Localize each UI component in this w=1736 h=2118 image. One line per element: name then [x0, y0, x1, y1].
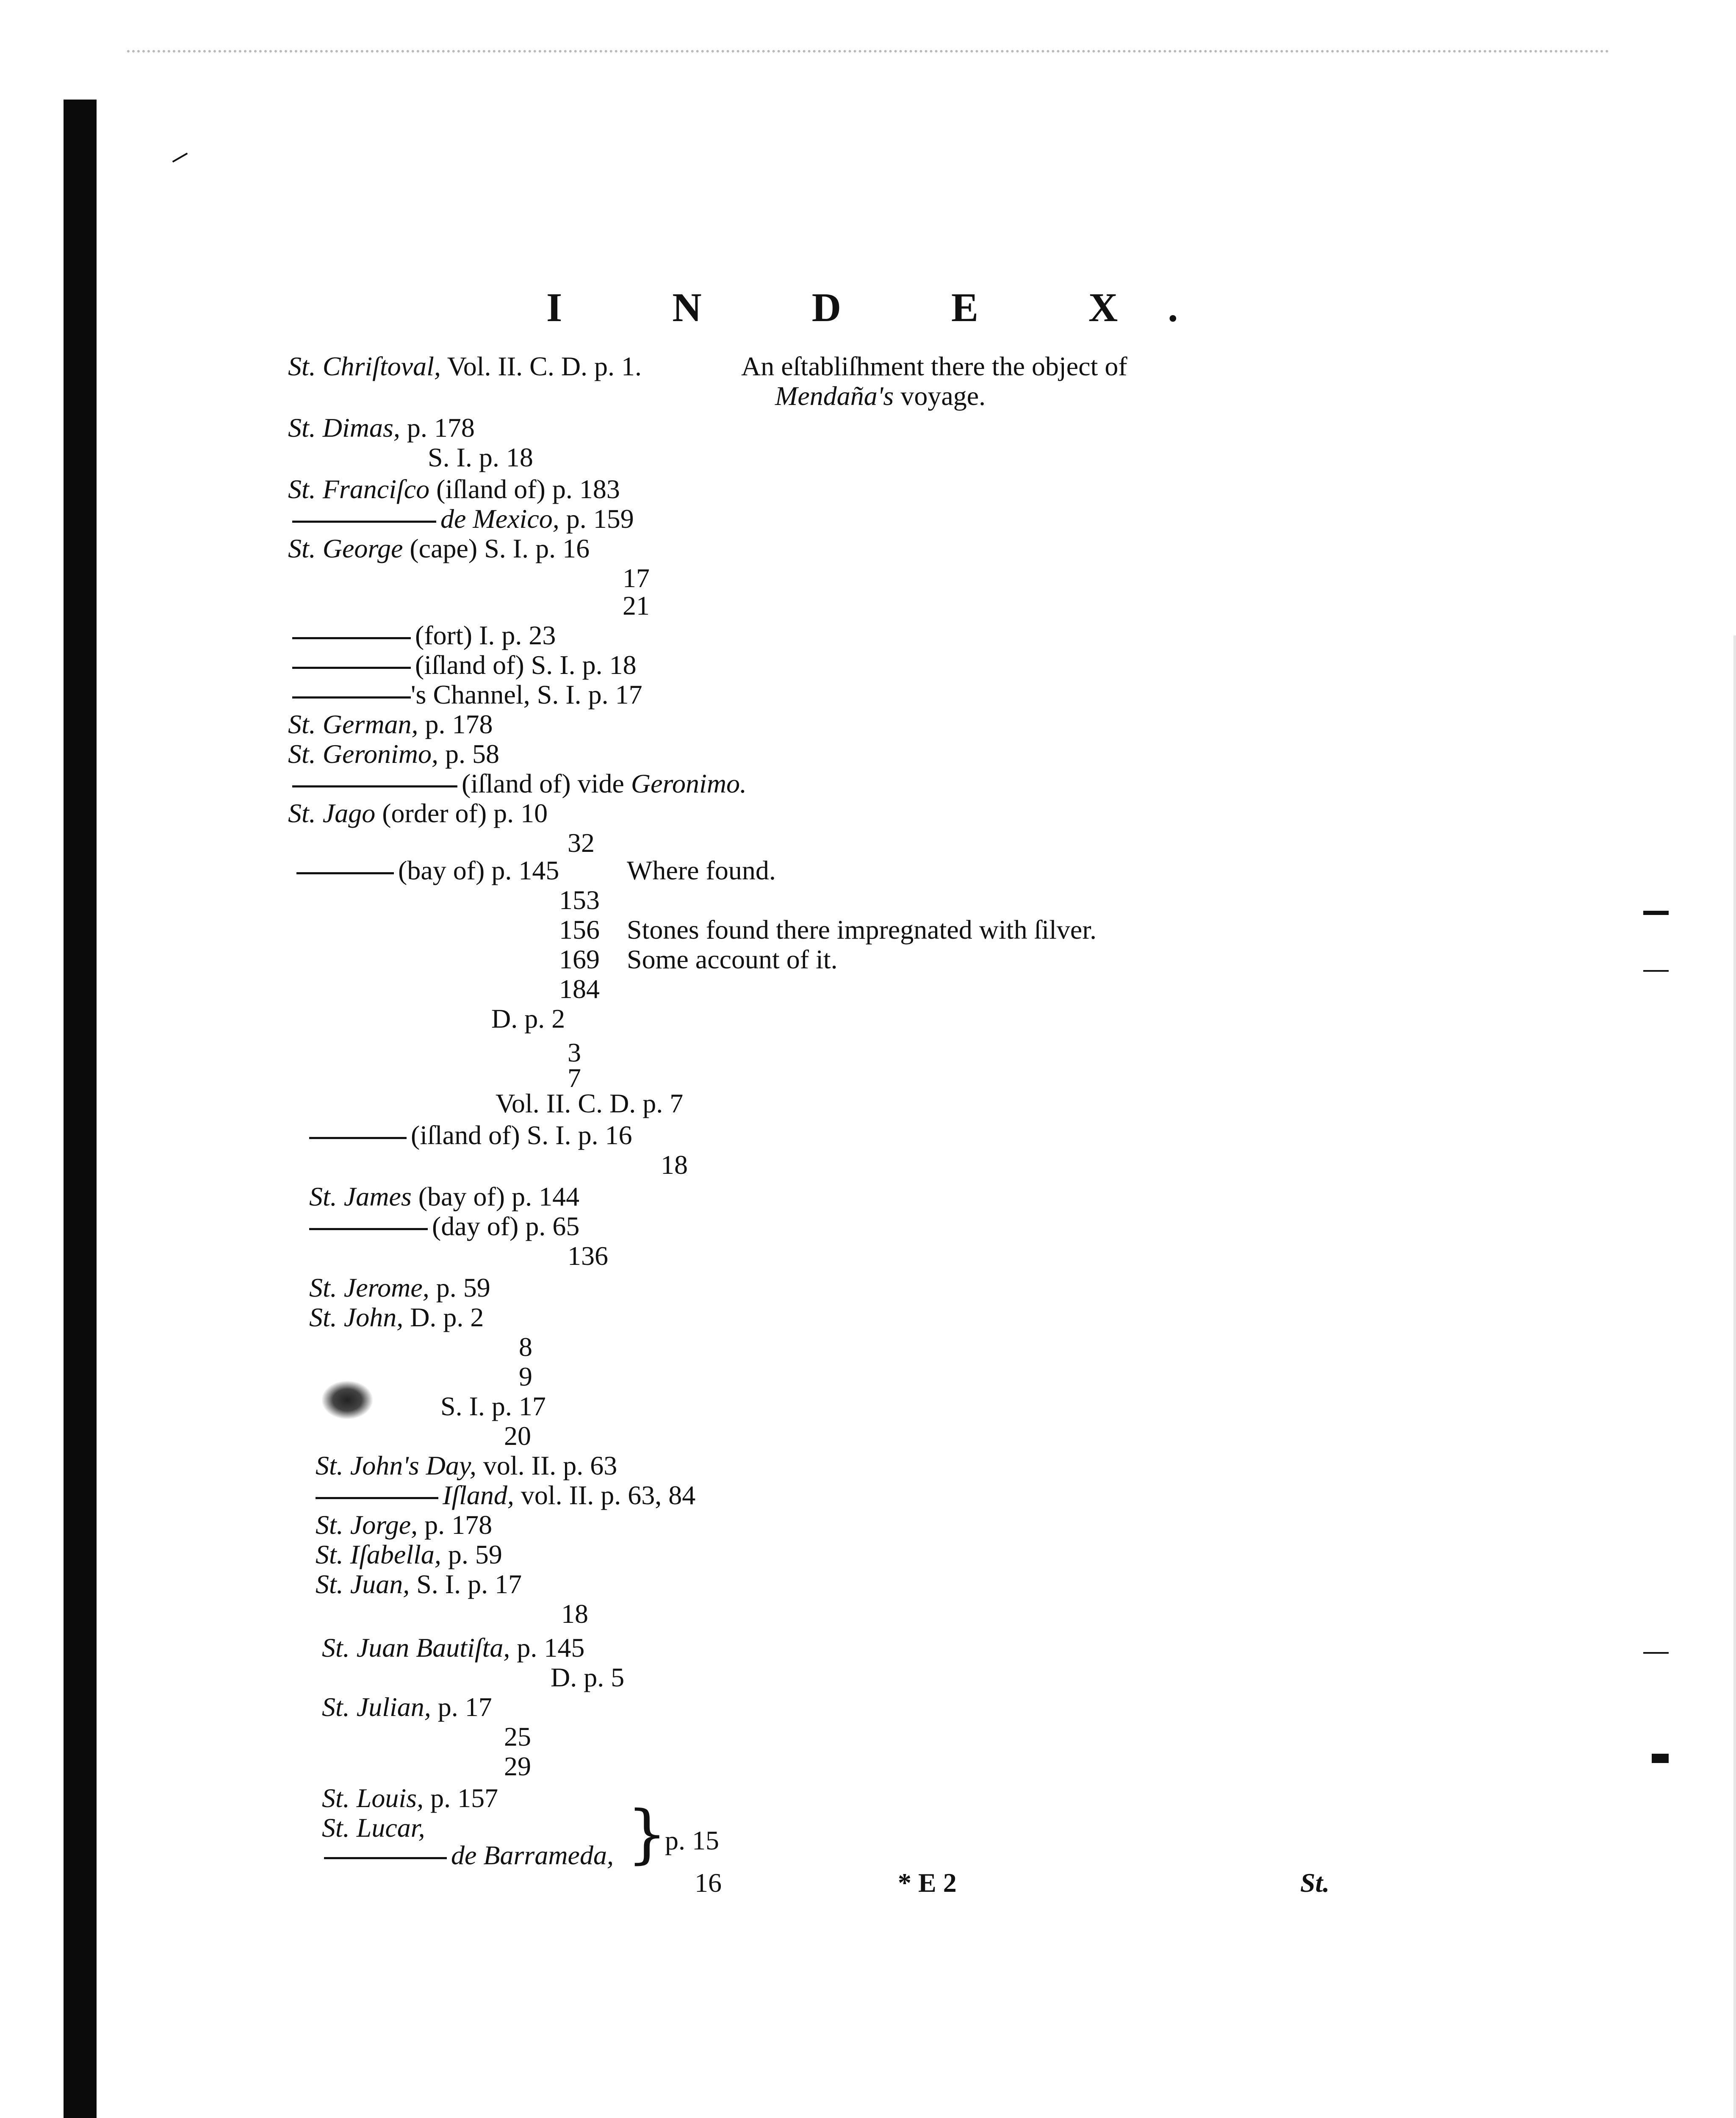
- index-entry: St. Jago (order of) p. 10: [288, 798, 548, 828]
- index-entry: St. Jerome, p. 59: [309, 1272, 490, 1303]
- ink-blot: [322, 1381, 373, 1419]
- index-entry: St. German, p. 178: [288, 709, 493, 739]
- index-entry: (iſland of) S. I. p. 16: [309, 1120, 632, 1150]
- sub-reference: 3: [568, 1037, 581, 1067]
- page-edge-top: [127, 50, 1609, 57]
- index-entry: St. Dimas, p. 178: [288, 413, 475, 443]
- index-entry: St. Lucar,: [322, 1813, 425, 1843]
- entry-note: Where found.: [627, 855, 776, 885]
- index-entry: 's Channel, S. I. p. 17: [292, 680, 642, 710]
- index-entry: St. Juan Bautiſta, p. 145: [322, 1633, 585, 1663]
- entry-note: Some account of it.: [627, 944, 838, 974]
- sub-reference: 17: [623, 563, 650, 593]
- index-entry: St. Juan, S. I. p. 17: [316, 1569, 522, 1599]
- brace-glyph: }: [627, 1797, 667, 1871]
- sub-reference: 29: [504, 1751, 531, 1781]
- sub-reference: 20: [504, 1421, 531, 1451]
- sub-reference: 25: [504, 1722, 531, 1752]
- sub-reference: 18: [561, 1599, 588, 1629]
- sub-reference: 136: [568, 1241, 608, 1271]
- margin-mark: [1643, 911, 1669, 915]
- sub-reference: 8: [519, 1332, 532, 1362]
- index-entry: de Barrameda,: [324, 1841, 614, 1870]
- index-entry: (day of) p. 65: [309, 1211, 579, 1241]
- index-entry: de Mexico, p. 159: [292, 504, 634, 534]
- signature-mark: * E 2: [898, 1868, 957, 1898]
- sub-reference: 156: [559, 915, 600, 945]
- index-entry: St. Louis, p. 157: [322, 1783, 498, 1813]
- index-entry: St. George (cape) S. I. p. 16: [288, 533, 590, 563]
- sub-reference: 169: [559, 944, 600, 974]
- index-entry: St. Geronimo, p. 58: [288, 739, 499, 769]
- sub-reference: S. I. p. 18: [428, 442, 533, 472]
- sub-reference: 32: [568, 828, 595, 858]
- binding-shadow: [64, 100, 97, 2118]
- page-edge-right: [1733, 635, 1736, 2118]
- sub-reference: 16: [695, 1868, 722, 1898]
- entry-note: Stones found there impregnated with ſilver.: [627, 915, 1097, 945]
- sub-reference: 184: [559, 974, 600, 1004]
- entry-note-continued: Mendaña's voyage.: [775, 381, 986, 411]
- sub-reference: 153: [559, 885, 600, 915]
- entry-note: An eſtabliſhment there the object of: [741, 351, 1127, 381]
- margin-mark: [1643, 1652, 1669, 1654]
- index-entry: (iſland of) vide Geronimo.: [292, 769, 747, 798]
- index-entry: St. Jorge, p. 178: [316, 1510, 493, 1540]
- sub-reference: 18: [661, 1150, 688, 1180]
- catchword: St.: [1300, 1868, 1330, 1898]
- index-entry: St. John, D. p. 2: [309, 1302, 484, 1332]
- sub-reference: Vol. II. C. D. p. 7: [496, 1088, 684, 1118]
- index-entry: St. Franciſco (iſland of) p. 183: [288, 474, 620, 504]
- index-entry: St. Chriſtoval, Vol. II. C. D. p. 1.: [288, 351, 642, 381]
- index-entry: St. John's Day, vol. II. p. 63: [316, 1450, 617, 1480]
- margin-mark: [1643, 970, 1669, 972]
- index-entry: St. Iſabella, p. 59: [316, 1539, 502, 1569]
- sub-reference: S. I. p. 17: [440, 1391, 546, 1421]
- sub-reference: p. 15: [665, 1825, 719, 1855]
- sub-reference: 21: [623, 590, 650, 621]
- stray-mark: [172, 152, 188, 162]
- margin-mark: [1652, 1754, 1669, 1763]
- sub-reference: 7: [568, 1063, 581, 1093]
- page-title: I N D E X.: [546, 285, 1228, 330]
- index-entry: St. Julian, p. 17: [322, 1692, 492, 1722]
- sub-reference: 9: [519, 1361, 532, 1392]
- index-entry: Iſland, vol. II. p. 63, 84: [316, 1480, 695, 1510]
- index-entry: (fort) I. p. 23: [292, 621, 556, 650]
- index-entry: St. James (bay of) p. 144: [309, 1181, 580, 1211]
- sub-reference: D. p. 5: [551, 1662, 625, 1692]
- index-entry: (iſland of) S. I. p. 18: [292, 650, 637, 680]
- index-entry: (bay of) p. 145: [296, 856, 559, 885]
- sub-reference: D. p. 2: [491, 1004, 565, 1034]
